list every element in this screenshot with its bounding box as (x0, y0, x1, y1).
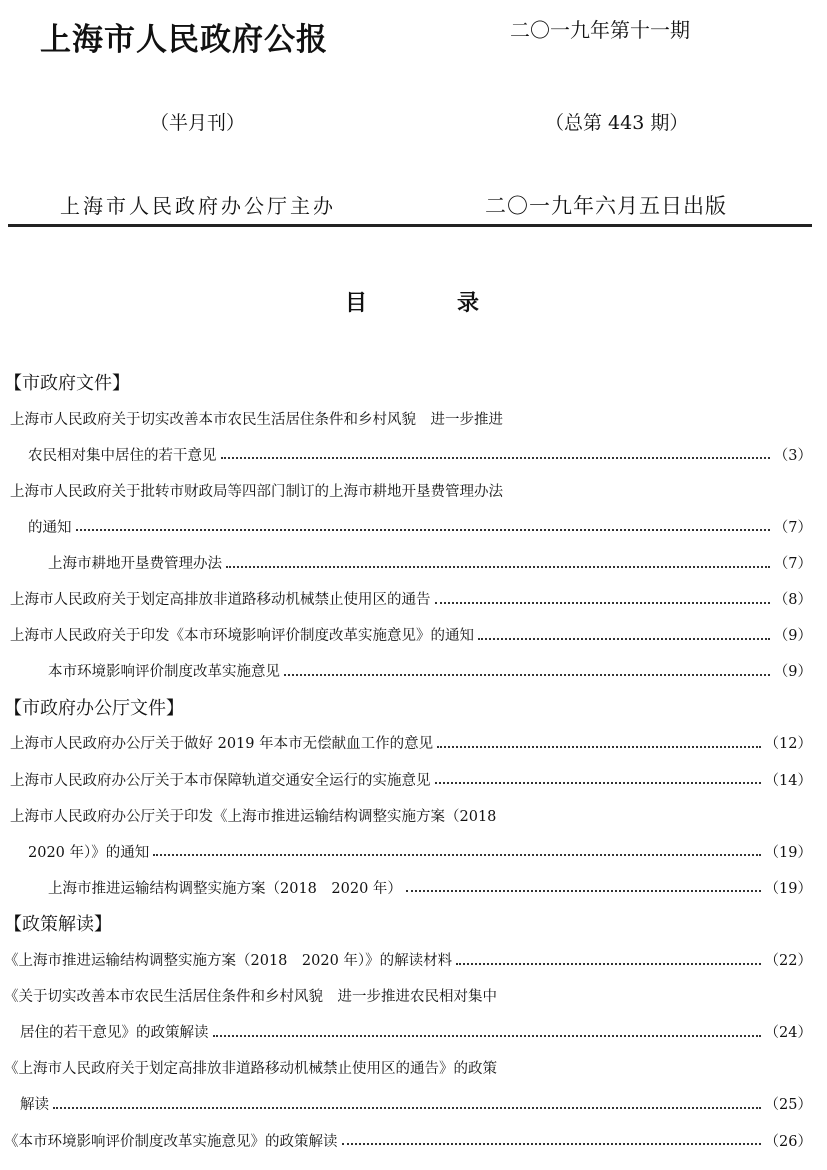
toc-entry-text: 《上海市人民政府关于划定高排放非道路移动机械禁止使用区的通告》的政策 (4, 1061, 497, 1078)
toc-entry[interactable] (0, 508, 812, 544)
page-number: （9） (773, 664, 812, 681)
toc-entry[interactable] (0, 653, 812, 689)
dot-leader (435, 782, 761, 784)
page-number: （19） (764, 880, 812, 897)
dot-leader (342, 1143, 761, 1145)
toc-entry-text: 上海市耕地开垦费管理办法 (48, 556, 222, 573)
page-number: （19） (764, 844, 812, 861)
toc-section-heading (0, 905, 812, 941)
toc-entry[interactable] (0, 869, 812, 905)
toc-entry-text: 【市政府文件】 (4, 373, 130, 395)
toc-entry[interactable] (0, 400, 812, 436)
dot-leader (221, 457, 770, 459)
toc-section-heading (0, 689, 812, 725)
dot-leader (213, 1035, 761, 1037)
toc-entry[interactable] (0, 725, 812, 761)
toc-entry-text: 的通知 (28, 519, 72, 536)
publication-frequency: （半月刊） (150, 112, 246, 134)
toc-entry-text: 上海市人民政府关于划定高排放非道路移动机械禁止使用区的通告 (10, 592, 431, 609)
toc-entry[interactable] (0, 581, 812, 617)
toc-entry[interactable] (0, 1014, 812, 1050)
toc-entry-text: 上海市人民政府关于印发《本市环境影响评价制度改革实施意见》的通知 (10, 628, 474, 645)
toc-entry-text: 上海市人民政府关于切实改善本市农民生活居住条件和乡村风貌 进一步推进 (10, 411, 503, 428)
dot-leader (478, 638, 770, 640)
page-number: （22） (764, 953, 812, 970)
toc-entry-text: 居住的若干意见》的政策解读 (20, 1025, 209, 1042)
dot-leader (435, 602, 770, 604)
dot-leader (76, 529, 770, 531)
toc-title: 目录 (345, 290, 570, 316)
toc-entry[interactable] (0, 1122, 812, 1158)
page-number: （8） (773, 592, 812, 609)
toc-entry-text: 上海市人民政府办公厅关于印发《上海市推进运输结构调整实施方案（2018 (10, 808, 497, 825)
toc-entry-text: 【市政府办公厅文件】 (4, 697, 184, 719)
toc-entry-text: 《关于切实改善本市农民生活居住条件和乡村风貌 进一步推进农民相对集中 (4, 989, 497, 1006)
toc-entry[interactable] (0, 436, 812, 472)
sponsor: 上海市人民政府办公厅主办 (60, 194, 336, 218)
publish-date: 二〇一九年六月五日出版 (485, 194, 727, 218)
toc-entry[interactable] (0, 942, 812, 978)
toc-entry-text: 《本市环境影响评价制度改革实施意见》的政策解读 (4, 1133, 338, 1150)
dot-leader (406, 890, 761, 892)
header-divider (8, 224, 812, 227)
toc-entry-text: 上海市推进运输结构调整实施方案（2018 2020 年） (48, 880, 402, 897)
dot-leader (456, 963, 760, 965)
toc-entry[interactable] (0, 833, 812, 869)
page-number: （12） (764, 736, 812, 753)
page-number: （25） (764, 1097, 812, 1114)
toc-entry-text: 上海市人民政府办公厅关于本市保障轨道交通安全运行的实施意见 (10, 772, 431, 789)
dot-leader (226, 566, 770, 568)
toc-entry[interactable] (0, 617, 812, 653)
toc-entry[interactable] (0, 1050, 812, 1086)
toc-entry-text: 【政策解读】 (4, 914, 112, 936)
dot-leader (153, 854, 760, 856)
gazette-title: 上海市人民政府公报 (40, 22, 328, 58)
page-number: （14） (764, 772, 812, 789)
toc-entry-text: 本市环境影响评价制度改革实施意见 (48, 664, 280, 681)
page-number: （24） (764, 1025, 812, 1042)
page-number: （9） (773, 628, 812, 645)
dot-leader (284, 674, 770, 676)
toc-entry[interactable] (0, 978, 812, 1014)
toc-entry[interactable] (0, 472, 812, 508)
issue-number: 二〇一九年第十一期 (510, 18, 690, 42)
page-number: （7） (773, 519, 812, 536)
dot-leader (437, 746, 760, 748)
toc-entry-text: 2020 年）》的通知 (28, 844, 150, 861)
total-issue-number: （总第 443 期） (545, 112, 689, 134)
toc-entry[interactable] (0, 761, 812, 797)
toc-entry[interactable] (0, 544, 812, 580)
toc-entry-text: 农民相对集中居住的若干意见 (28, 447, 217, 464)
toc-section-heading (0, 364, 812, 400)
toc-entry-text: 解读 (20, 1097, 49, 1114)
toc-entry[interactable] (0, 797, 812, 833)
table-of-contents (0, 364, 812, 1158)
dot-leader (53, 1107, 761, 1109)
toc-entry-text: 上海市人民政府关于批转市财政局等四部门制订的上海市耕地开垦费管理办法 (10, 483, 503, 500)
toc-entry-text: 《上海市推进运输结构调整实施方案（2018 2020 年）》的解读材料 (4, 953, 453, 970)
toc-entry-text: 上海市人民政府办公厅关于做好 2019 年本市无偿献血工作的意见 (10, 736, 434, 753)
page-number: （3） (773, 447, 812, 464)
page-number: （26） (764, 1133, 812, 1150)
toc-entry[interactable] (0, 1086, 812, 1122)
page-number: （7） (773, 556, 812, 573)
